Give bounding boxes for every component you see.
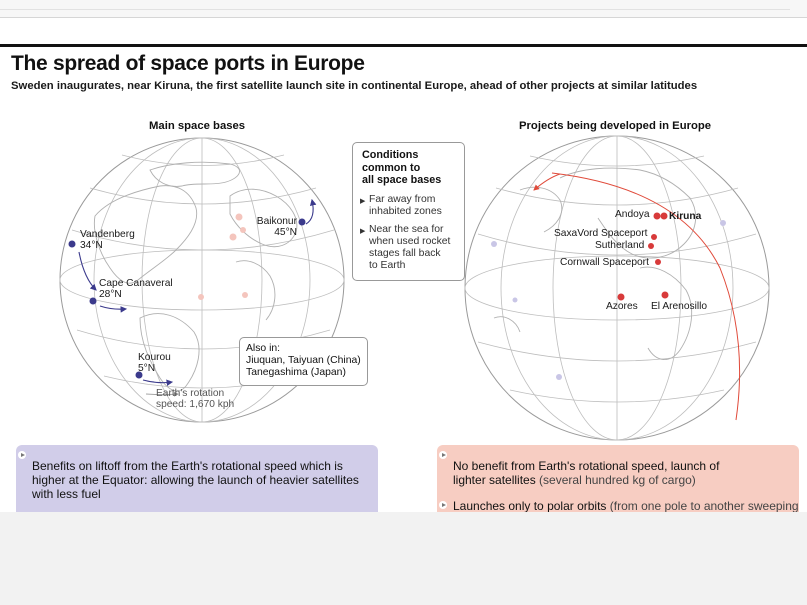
also-in-box: Also in: Jiuquan, Taiyuan (China) Tanegashima (Japan) bbox=[239, 337, 368, 386]
site-label-cape-canaveral: Cape Canaveral 28°N bbox=[99, 278, 173, 300]
site-label-azores: Azores bbox=[606, 301, 638, 312]
left-panel-title: Main space bases bbox=[149, 120, 246, 132]
conditions-title: Conditions common to all space bases bbox=[362, 149, 442, 186]
site-label-el-arenosillo: El Arenosillo bbox=[651, 301, 708, 312]
infographic-card bbox=[0, 18, 807, 512]
page-title: The spread of space ports in Europe bbox=[11, 52, 365, 75]
rotation-speed-note: Earth's rotation speed: 1,670 kph bbox=[156, 388, 235, 410]
site-label-baikonur: Baikonur 45°N bbox=[256, 216, 297, 238]
conditions-box bbox=[352, 142, 465, 281]
condition-item: ▶ Near the sea for when used rocket stages fall back to Earth bbox=[360, 224, 451, 271]
site-label-saxavord: SaxaVord Spaceport bbox=[554, 228, 648, 239]
site-label-sutherland: Sutherland bbox=[595, 240, 645, 251]
benefit-box-right: No benefit from Earth's rotational speed, launch of lighter satellites (several hundred kg of cargo) Launches only to polar orbits (from one pole to another sweeping bbox=[437, 445, 799, 512]
bullet-icon bbox=[439, 451, 447, 459]
site-label-vandenberg: Vandenberg 34°N bbox=[80, 229, 135, 251]
site-label-kourou: Kourou 5°N bbox=[138, 352, 171, 374]
browser-top-bar bbox=[0, 0, 807, 18]
site-label-andoya: Andoya bbox=[615, 209, 650, 220]
page-subtitle: Sweden inaugurates, near Kiruna, the first satellite launch site in continental Europe, ahead of other projects at similar latitudes bbox=[11, 80, 698, 92]
condition-item: ▶ Far away from inhabited zones bbox=[360, 194, 442, 217]
site-label-cornwall: Cornwall Spaceport bbox=[560, 257, 649, 268]
site-label-kiruna: Kiruna bbox=[669, 211, 702, 222]
right-globe bbox=[465, 136, 769, 440]
bullet-icon bbox=[18, 451, 26, 459]
right-panel-title: Projects being developed in Europe bbox=[519, 120, 712, 132]
benefit-box-left: Benefits on liftoff from the Earth's rotational speed which is higher at the Equator: allowing the launch of heavier satellites with less fuel bbox=[16, 445, 378, 512]
bullet-icon bbox=[439, 501, 447, 509]
